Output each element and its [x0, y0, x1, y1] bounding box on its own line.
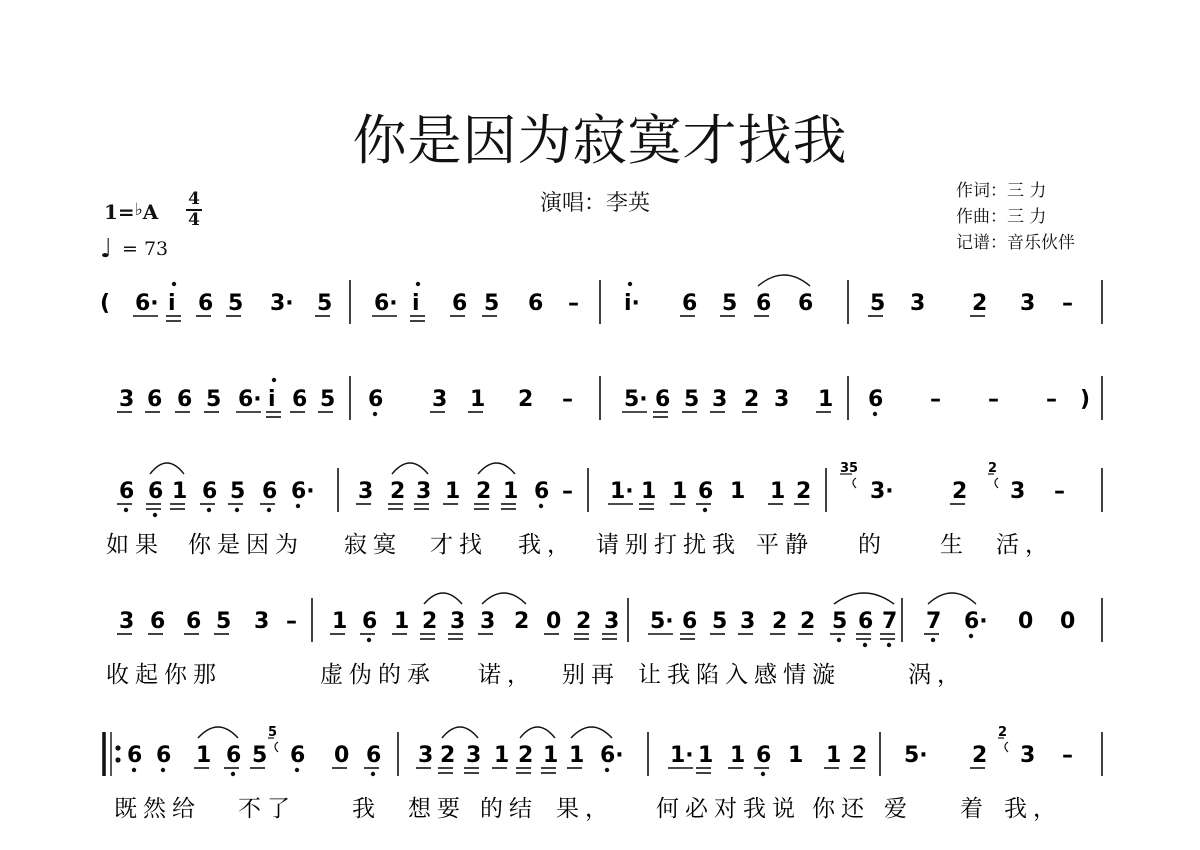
jianpu-note: 6 — [198, 291, 214, 316]
jianpu-note: 2 — [952, 479, 968, 504]
low-octave-dot — [863, 643, 867, 647]
jianpu-note: 6 — [534, 479, 550, 504]
slur-arc — [198, 727, 238, 738]
jianpu-note: 2 — [796, 479, 812, 504]
jianpu-note: 1 — [826, 743, 842, 768]
jianpu-note: 6 — [858, 609, 874, 634]
jianpu-note: 6 — [756, 291, 772, 316]
low-octave-dot — [539, 504, 543, 508]
slur-arc — [928, 593, 976, 604]
grace-hook — [275, 742, 278, 752]
jianpu-note: 3 — [1010, 479, 1026, 504]
lyric-text: 的结 — [480, 796, 538, 822]
high-octave-dot — [272, 378, 276, 382]
jianpu-note: 3 — [254, 609, 270, 634]
jianpu-note: 2 — [852, 743, 868, 768]
jianpu-note: 2 — [972, 291, 988, 316]
jianpu-note: 2 — [576, 609, 592, 634]
jianpu-note: 2 — [476, 479, 492, 504]
jianpu-note: 5 — [230, 479, 246, 504]
jianpu-note: – — [1046, 387, 1057, 412]
jianpu-note: 2 — [744, 387, 760, 412]
jianpu-note: 2 — [422, 609, 438, 634]
jianpu-note: 6· — [374, 291, 398, 316]
low-octave-dot — [703, 508, 707, 512]
grace-note: 2 — [998, 725, 1008, 740]
singer-credit: 演唱：李英 — [540, 191, 651, 216]
jianpu-note: 5 — [228, 291, 244, 316]
jianpu-note: – — [1054, 479, 1065, 504]
slur-arc — [392, 463, 428, 474]
lyric-text: 平静 — [756, 532, 814, 558]
jianpu-note: 6 — [292, 387, 308, 412]
jianpu-note: 6 — [682, 609, 698, 634]
jianpu-note: 3 — [432, 387, 448, 412]
jianpu-note: 6 — [362, 609, 378, 634]
jianpu-note: 5 — [832, 609, 848, 634]
time-signature-top: 4 — [188, 189, 200, 209]
jianpu-note: 3 — [604, 609, 620, 634]
low-octave-dot — [931, 638, 935, 642]
jianpu-note: 6 — [868, 387, 884, 412]
jianpu-note: – — [930, 387, 941, 412]
jianpu-note: 1 — [770, 479, 786, 504]
slur-arc — [758, 275, 810, 286]
grace-note: 5 — [268, 725, 278, 740]
jianpu-note: 1 — [730, 743, 746, 768]
composer-credit: 作曲：三 力 — [956, 207, 1047, 227]
low-octave-dot — [371, 772, 375, 776]
jianpu-note: 1 — [503, 479, 519, 504]
lyric-text: 着 — [960, 796, 989, 822]
lyric-text: 让我陷入感情漩 — [638, 662, 841, 688]
jianpu-note: 5· — [624, 387, 648, 412]
jianpu-note: 6· — [291, 479, 315, 504]
song-title: 你是因为寂寞才找我 — [352, 109, 848, 172]
slur-arc — [442, 727, 478, 738]
jianpu-note: 6 — [655, 387, 671, 412]
lyric-text: 虚伪的承 — [320, 662, 436, 688]
jianpu-note: 1· — [610, 479, 634, 504]
lyric-text: 诺， — [478, 662, 536, 688]
low-octave-dot — [761, 772, 765, 776]
jianpu-note: 3 — [740, 609, 756, 634]
lyric-text: 活， — [996, 532, 1054, 558]
jianpu-note: i — [268, 387, 276, 412]
low-octave-dot — [231, 772, 235, 776]
lyric-text: 既然给 — [114, 796, 201, 822]
jianpu-note: 5 — [684, 387, 700, 412]
jianpu-note: 0 — [1018, 609, 1034, 634]
lyric-text: 寂寞 — [344, 532, 402, 558]
lyricist-credit: 作词：三 力 — [956, 181, 1047, 201]
low-octave-dot — [207, 508, 211, 512]
jianpu-note: 1 — [641, 479, 657, 504]
jianpu-note: 3 — [450, 609, 466, 634]
repeat-dot — [115, 757, 120, 762]
jianpu-note: – — [988, 387, 999, 412]
tempo-value: = 73 — [122, 238, 169, 260]
jianpu-note: 1 — [730, 479, 746, 504]
jianpu-note: 6 — [156, 743, 172, 768]
grace-hook — [1005, 742, 1008, 752]
jianpu-note: 7 — [882, 609, 898, 634]
grace-hook — [995, 478, 998, 488]
jianpu-note: 6 — [528, 291, 544, 316]
jianpu-note: 6 — [366, 743, 382, 768]
jianpu-note: 6 — [147, 387, 163, 412]
jianpu-note: 6 — [202, 479, 218, 504]
low-octave-dot — [367, 638, 371, 642]
jianpu-note: 3 — [910, 291, 926, 316]
lyric-text: 果， — [556, 796, 614, 822]
low-octave-dot — [235, 508, 239, 512]
low-octave-dot — [605, 768, 609, 772]
jianpu-note: 6 — [150, 609, 166, 634]
jianpu-note: 2 — [800, 609, 816, 634]
lyric-text: 请别打扰我 — [596, 532, 741, 558]
high-octave-dot — [628, 282, 632, 286]
jianpu-note: 6· — [964, 609, 988, 634]
jianpu-note: ) — [1080, 387, 1091, 412]
jianpu-note: 1 — [698, 743, 714, 768]
slur-arc — [150, 463, 184, 474]
jianpu-note: 2 — [518, 743, 534, 768]
jianpu-note: 5· — [904, 743, 928, 768]
jianpu-note: 3 — [712, 387, 728, 412]
jianpu-note: 6 — [226, 743, 242, 768]
key-prefix: 1= — [104, 200, 135, 224]
jianpu-note: 1 — [818, 387, 834, 412]
high-octave-dot — [172, 282, 176, 286]
jianpu-note: 6· — [135, 291, 159, 316]
flat-symbol: ♭ — [134, 200, 143, 220]
slur-arc — [424, 593, 462, 604]
jianpu-note: 2 — [972, 743, 988, 768]
lyric-text: 别再 — [562, 662, 620, 688]
jianpu-note: 1 — [470, 387, 486, 412]
key-note: A — [142, 200, 159, 224]
lyric-text: 我 — [352, 796, 381, 822]
jianpu-note: 3 — [1020, 291, 1036, 316]
jianpu-note: 5 — [317, 291, 333, 316]
lyric-text: 涡， — [908, 662, 966, 688]
jianpu-note: 5 — [712, 609, 728, 634]
jianpu-note: – — [568, 291, 579, 316]
jianpu-note: 6 — [682, 291, 698, 316]
jianpu-note: 0 — [546, 609, 562, 634]
jianpu-note: i — [412, 291, 420, 316]
jianpu-note: 3 — [1020, 743, 1036, 768]
lyric-text: 爱 — [884, 796, 913, 822]
lyric-text: 你是因为 — [188, 532, 304, 558]
jianpu-note: ( — [100, 291, 111, 316]
low-octave-dot — [124, 508, 128, 512]
jianpu-note: 1 — [543, 743, 559, 768]
low-octave-dot — [837, 638, 841, 642]
jianpu-note: 6 — [127, 743, 143, 768]
low-octave-dot — [267, 508, 271, 512]
jianpu-note: 5 — [320, 387, 336, 412]
jianpu-note: 5· — [650, 609, 674, 634]
jianpu-note: 3 — [119, 387, 135, 412]
jianpu-note: 6 — [148, 479, 164, 504]
low-octave-dot — [161, 768, 165, 772]
jianpu-note: 6 — [756, 743, 772, 768]
lyric-text: 如果 — [106, 532, 164, 558]
jianpu-note: 1 — [494, 743, 510, 768]
slur-arc — [520, 727, 555, 738]
jianpu-note: 1 — [172, 479, 188, 504]
jianpu-note: 5 — [870, 291, 886, 316]
jianpu-note: – — [562, 387, 573, 412]
jianpu-note: 1 — [332, 609, 348, 634]
jianpu-note: 1 — [672, 479, 688, 504]
jianpu-note: 7 — [926, 609, 942, 634]
jianpu-note: 3· — [270, 291, 294, 316]
jianpu-note: 3 — [119, 609, 135, 634]
slur-arc — [834, 593, 894, 604]
jianpu-note: 6· — [238, 387, 262, 412]
high-octave-dot — [416, 282, 420, 286]
jianpu-note: 5 — [206, 387, 222, 412]
lyric-text: 的 — [858, 532, 887, 558]
lyric-text: 何必对我说 — [656, 796, 801, 822]
lyric-text: 才找 — [430, 532, 488, 558]
jianpu-note: 3 — [418, 743, 434, 768]
jianpu-note: 1 — [394, 609, 410, 634]
jianpu-note: 6 — [368, 387, 384, 412]
slur-arc — [571, 727, 612, 738]
jianpu-note: i — [168, 291, 176, 316]
jianpu-note: 5 — [484, 291, 500, 316]
lyric-text: 生 — [940, 532, 969, 558]
jianpu-note: 2 — [514, 609, 530, 634]
jianpu-note: i· — [624, 291, 640, 316]
jianpu-note: 3 — [466, 743, 482, 768]
jianpu-note: 1 — [196, 743, 212, 768]
jianpu-note: 1 — [788, 743, 804, 768]
jianpu-note: 2 — [390, 479, 406, 504]
low-octave-dot — [296, 504, 300, 508]
repeat-dot — [115, 745, 120, 750]
quarter-note-icon: ♩ — [100, 234, 113, 264]
jianpu-note: 6 — [262, 479, 278, 504]
jianpu-note: – — [286, 609, 297, 634]
jianpu-note: 5 — [252, 743, 268, 768]
jianpu-note: 0 — [334, 743, 350, 768]
jianpu-note: 6 — [452, 291, 468, 316]
low-octave-dot — [373, 412, 377, 416]
jianpu-note: 6 — [798, 291, 814, 316]
jianpu-note: 1 — [445, 479, 461, 504]
jianpu-note: – — [562, 479, 573, 504]
jianpu-note: 3 — [416, 479, 432, 504]
low-octave-dot — [969, 634, 973, 638]
jianpu-note: 3 — [358, 479, 374, 504]
jianpu-note: 2 — [518, 387, 534, 412]
lyric-text: 不了 — [238, 796, 296, 822]
jianpu-note: 6 — [290, 743, 306, 768]
slur-arc — [482, 593, 526, 604]
jianpu-note: 6· — [600, 743, 624, 768]
jianpu-note: – — [1062, 743, 1073, 768]
jianpu-note: 6 — [698, 479, 714, 504]
lyric-text: 你还 — [812, 796, 870, 822]
jianpu-note: 3 — [480, 609, 496, 634]
jianpu-note: 0 — [1060, 609, 1076, 634]
jianpu-note: – — [1062, 291, 1073, 316]
transcriber-credit: 记谱：音乐伙伴 — [956, 233, 1075, 253]
lyric-text: 想要 — [408, 796, 466, 822]
lyric-text: 收起你那 — [106, 662, 222, 688]
jianpu-note: 1· — [670, 743, 694, 768]
jianpu-note: 6 — [119, 479, 135, 504]
lyric-text: 我， — [1004, 796, 1062, 822]
jianpu-note: 6 — [177, 387, 193, 412]
lyric-text: 我， — [518, 532, 576, 558]
jianpu-note: 3 — [774, 387, 790, 412]
jianpu-note: 5 — [216, 609, 232, 634]
jianpu-note: 5 — [722, 291, 738, 316]
grace-note: 2 — [988, 461, 998, 476]
jianpu-note: 2 — [772, 609, 788, 634]
slur-arc — [478, 463, 515, 474]
jianpu-note: 1 — [569, 743, 585, 768]
jianpu-note: 3· — [870, 479, 894, 504]
grace-hook — [853, 478, 856, 488]
grace-note: 35 — [840, 461, 859, 476]
jianpu-note: 6 — [186, 609, 202, 634]
low-octave-dot — [132, 768, 136, 772]
low-octave-dot — [887, 643, 891, 647]
low-octave-dot — [153, 513, 157, 517]
time-signature-bottom: 4 — [188, 210, 200, 230]
low-octave-dot — [295, 768, 299, 772]
jianpu-note: 2 — [440, 743, 456, 768]
low-octave-dot — [873, 412, 877, 416]
